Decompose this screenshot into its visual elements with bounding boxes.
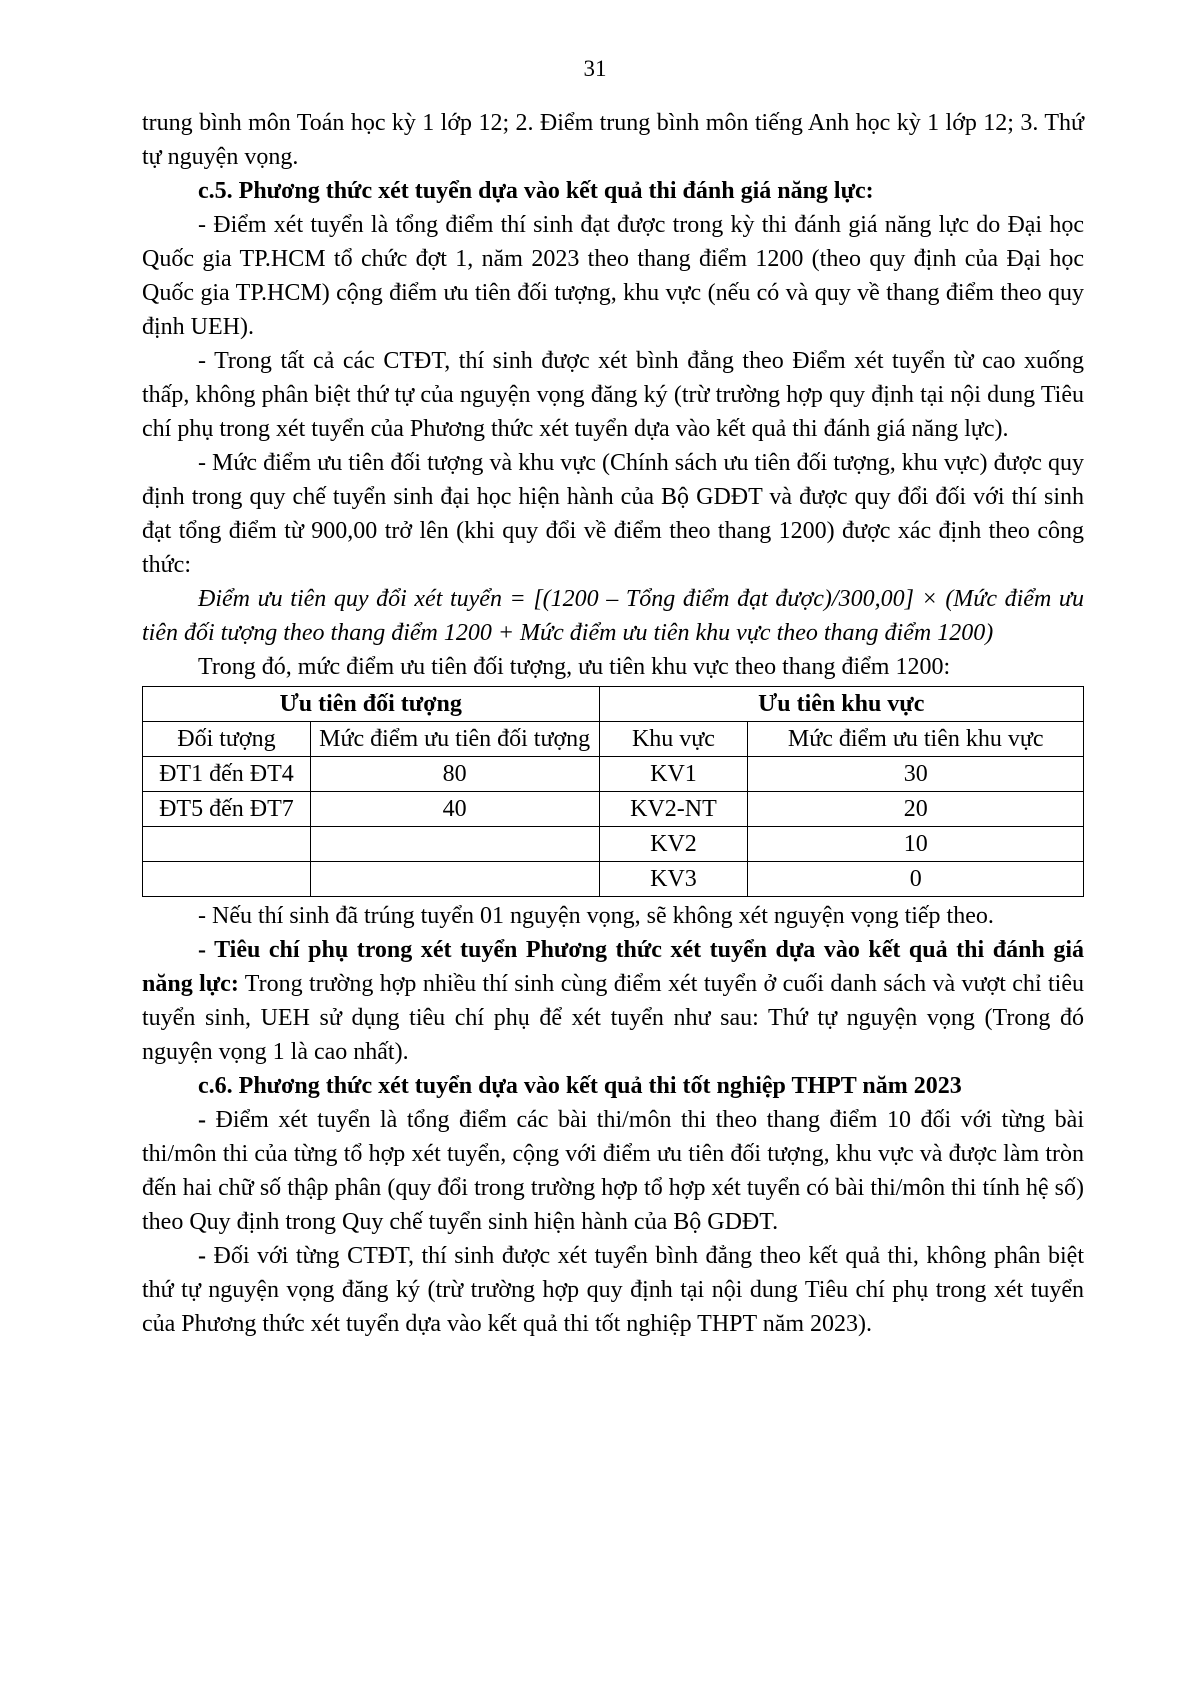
- dash-marker: -: [198, 1243, 206, 1269]
- table-column-header-row: [143, 722, 1084, 757]
- dash-marker: -: [198, 1107, 206, 1133]
- table-cell: [310, 827, 599, 862]
- paragraph-exam-equal: [142, 1239, 1084, 1341]
- table-cell: ĐT1 đến ĐT4: [143, 757, 311, 792]
- col-header-subject-score: Mức điểm ưu tiên đối tượng: [310, 722, 599, 757]
- paragraph-exam-score: [142, 1103, 1084, 1239]
- col-header-region-score: Mức điểm ưu tiên khu vực: [748, 722, 1084, 757]
- table-row: [143, 862, 1084, 897]
- section-heading-c6: c.6. Phương thức xét tuyển dựa vào kết quả thi tốt nghiệp THPT năm 2023: [198, 1073, 962, 1099]
- paragraph-tiebreak: [142, 933, 1084, 1069]
- table-cell: KV2-NT: [599, 792, 748, 827]
- table-group-header-row: [143, 687, 1084, 722]
- priority-formula: Điểm ưu tiên quy đổi xét tuyển = [(1200 – Tổng điểm đạt được)/300,00] × (Mức điểm ưu tiên đối tượng theo thang điểm 1200 + Mức điểm ưu tiên khu vực theo thang điểm 1200): [142, 586, 1084, 646]
- paragraph-continuation: trung bình môn Toán học kỳ 1 lớp 12; 2. Điểm trung bình môn tiếng Anh học kỳ 1 lớp 12; 3. Thứ tự nguyện vọng.: [142, 110, 1084, 170]
- paragraph-equal-consideration: - Trong tất cả các CTĐT, thí sinh được xét bình đẳng theo Điểm xét tuyển từ cao xuống thấp, không phân biệt thứ tự của nguyện vọng đăng ký (trừ trường hợp quy định tại nội dung Tiêu chí phụ trong xét tuyển của Phương thức xét tuyển dựa vào kết quả thi đánh giá năng lực).: [142, 348, 1084, 442]
- col-header-region: Khu vực: [599, 722, 748, 757]
- exam-score-text: Điểm xét tuyển là tổng điểm các bài thi/môn thi theo thang điểm 10 đối với từng bài thi/môn thi của từng tổ hợp xét tuyển, cộng với điểm ưu tiên đối tượng, khu vực và được làm tròn đến hai chữ số thập phân (quy đổi trong trường hợp tổ hợp xét tuyển có bài thi/môn thi tính hệ số) theo Quy định trong Quy chế tuyển sinh hiện hành của Bộ GDĐT.: [142, 1107, 1084, 1235]
- tiebreak-text: Trong trường hợp nhiều thí sinh cùng điểm xét tuyển ở cuối danh sách và vượt chỉ tiêu tuyển sinh, UEH sử dụng tiêu chí phụ để xét tuyển như sau: Thứ tự nguyện vọng (Trong đó nguyện vọng 1 là cao nhất).: [142, 971, 1084, 1065]
- table-cell: 20: [748, 792, 1084, 827]
- group-header-subject-priority: Ưu tiên đối tượng: [143, 687, 600, 722]
- table-cell: 0: [748, 862, 1084, 897]
- table-row: [143, 792, 1084, 827]
- paragraph-one-wish: - Nếu thí sinh đã trúng tuyển 01 nguyện vọng, sẽ không xét nguyện vọng tiếp theo.: [198, 903, 994, 929]
- table-cell: [310, 862, 599, 897]
- table-cell: KV1: [599, 757, 748, 792]
- document-body: [142, 106, 1084, 1341]
- table-cell: [143, 827, 311, 862]
- section-heading-c5: c.5. Phương thức xét tuyển dựa vào kết quả thi đánh giá năng lực:: [198, 178, 874, 204]
- table-cell: 10: [748, 827, 1084, 862]
- group-header-region-priority: Ưu tiên khu vực: [599, 687, 1083, 722]
- page-number: 31: [583, 56, 607, 81]
- paragraph-admission-score: - Điểm xét tuyển là tổng điểm thí sinh đạt được trong kỳ thi đánh giá năng lực do Đại học Quốc gia TP.HCM tổ chức đợt 1, năm 2023 theo thang điểm 1200 (theo quy định của Đại học Quốc gia TP.HCM) cộng điểm ưu tiên đối tượng, khu vực (nếu có và quy về thang điểm theo quy định UEH).: [142, 212, 1084, 340]
- table-cell: 80: [310, 757, 599, 792]
- col-header-subject: Đối tượng: [143, 722, 311, 757]
- table-row: [143, 757, 1084, 792]
- table-cell: 40: [310, 792, 599, 827]
- tiebreak-label: - Tiêu chí phụ trong xét tuyển Phương thức xét tuyển dựa vào kết quả thi đánh giá năng lực:: [142, 937, 1084, 997]
- table-cell: [143, 862, 311, 897]
- paragraph-priority-policy: - Mức điểm ưu tiên đối tượng và khu vực (Chính sách ưu tiên đối tượng, khu vực) được quy định trong quy chế tuyển sinh đại học hiện hành của Bộ GDĐT và được quy đổi đối với thí sinh đạt tổng điểm từ 900,00 trở lên (khi quy đổi về điểm theo thang 1200) được xác định theo công thức:: [142, 450, 1084, 578]
- table-row: [143, 827, 1084, 862]
- table-cell: KV3: [599, 862, 748, 897]
- table-cell: KV2: [599, 827, 748, 862]
- table-cell: ĐT5 đến ĐT7: [143, 792, 311, 827]
- table-intro: Trong đó, mức điểm ưu tiên đối tượng, ưu tiên khu vực theo thang điểm 1200:: [198, 654, 951, 680]
- exam-equal-text: Đối với từng CTĐT, thí sinh được xét tuyển bình đẳng theo kết quả thi, không phân biệt thứ tự nguyện vọng đăng ký (trừ trường hợp quy định tại nội dung Tiêu chí phụ trong xét tuyển của Phương thức xét tuyển dựa vào kết quả thi tốt nghiệp THPT năm 2023).: [142, 1243, 1084, 1337]
- priority-score-table: [142, 686, 1084, 897]
- table-cell: 30: [748, 757, 1084, 792]
